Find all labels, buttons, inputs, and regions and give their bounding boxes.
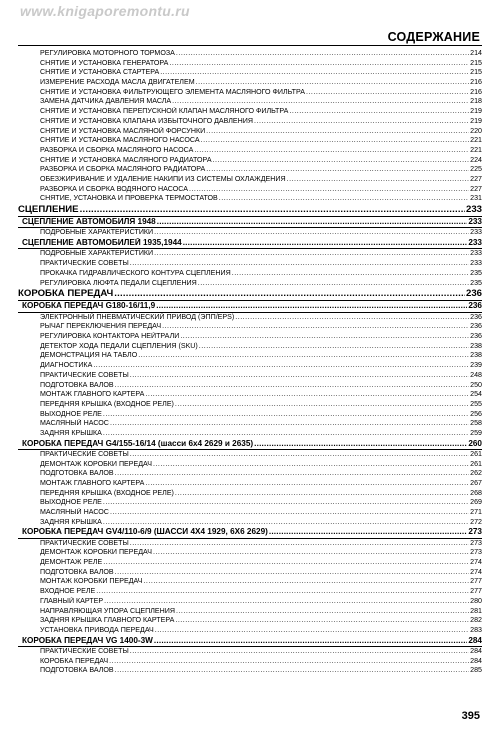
- toc-entry: [18, 489, 482, 499]
- toc-dot-leader: [104, 597, 469, 607]
- toc-entry-title: КОРОБКА ПЕРЕДАЧ GV4/110-6/9 (ШАССИ 4X4 1929, 6X6 2629): [22, 527, 268, 537]
- toc-dot-leader: [180, 332, 469, 342]
- toc-entry-page: 233: [465, 204, 482, 215]
- toc-entry-page: 215: [470, 58, 482, 67]
- toc-entry-page: 225: [470, 165, 482, 174]
- toc-entry-title: КОРОБКА ПЕРЕДАЧ G4/155-16/14 (шасси 6x4 2629 и 2635): [22, 438, 254, 448]
- toc-entry-page: 269: [470, 498, 482, 507]
- toc-entry: [18, 156, 482, 166]
- toc-entry: [18, 381, 482, 391]
- toc-entry-page: 220: [470, 126, 482, 135]
- toc-entry-title: ПРОКАЧКА ГИДРАВЛИЧЕСКОГО КОНТУРА СЦЕПЛЕНИЯ: [40, 268, 231, 277]
- toc-entry-title: ПРАКТИЧЕСКИЕ СОВЕТЫ: [40, 449, 129, 458]
- toc-dot-leader: [175, 616, 469, 626]
- header-divider: [18, 45, 482, 46]
- toc-entry: [18, 666, 482, 676]
- toc-entry-page: 272: [470, 517, 482, 526]
- toc-entry-title: СНЯТИЕ, УСТАНОВКА И ПРОВЕРКА ТЕРМОСТАТОВ: [40, 194, 218, 203]
- toc-entry: [18, 59, 482, 69]
- toc-dot-leader: [219, 194, 469, 204]
- toc-entry: [18, 342, 482, 352]
- toc-dot-leader: [154, 636, 467, 646]
- toc-dot-leader: [103, 429, 469, 439]
- toc-entry-page: 267: [470, 479, 482, 487]
- toc-dot-leader: [206, 127, 469, 137]
- toc-entry: [18, 626, 482, 636]
- toc-entry: [18, 577, 482, 587]
- toc-entry: [18, 228, 482, 238]
- toc-entry-page: 216: [470, 78, 482, 87]
- toc-entry-page: 219: [470, 107, 482, 116]
- toc-dot-leader: [115, 469, 470, 479]
- toc-entry-title: УСТАНОВКА ПРИВОДА ПЕРЕДАЧ: [40, 625, 154, 634]
- toc-entry-title: ДИАГНОСТИКА: [40, 361, 93, 370]
- toc-entry: [18, 597, 482, 607]
- toc-section: [18, 301, 482, 311]
- toc-dot-leader: [235, 313, 469, 323]
- toc-dot-leader: [199, 342, 469, 352]
- toc-entry-page: 214: [470, 49, 482, 57]
- toc-entry: [18, 361, 482, 371]
- toc-entry-title: ДЕМОНТАЖ РЕЛЕ: [40, 558, 103, 567]
- toc-entry-page: 236: [470, 312, 482, 321]
- toc-entry-title: ПОДГОТОВКА ВАЛОВ: [40, 380, 114, 389]
- toc-entry-page: 239: [470, 361, 482, 370]
- toc-entry: [18, 322, 482, 332]
- toc-dot-leader: [115, 568, 470, 578]
- toc-entry-page: 233: [470, 228, 482, 237]
- toc-entry-page: 271: [470, 508, 482, 517]
- toc-dot-leader: [213, 156, 470, 166]
- toc-dot-leader: [198, 279, 469, 289]
- toc-entry-title: СНЯТИЕ И УСТАНОВКА МАСЛЯНОГО НАСОСА: [40, 136, 200, 145]
- toc-entry: [18, 587, 482, 597]
- toc-dot-leader: [103, 498, 469, 508]
- toc-entry: [18, 400, 482, 410]
- toc-dot-leader: [153, 548, 469, 558]
- site-watermark: www.knigaporemontu.ru: [20, 3, 190, 19]
- toc-entry-title: МОНТАЖ ГЛАВНОГО КАРТЕРА: [40, 479, 145, 487]
- toc-dot-leader: [130, 371, 469, 381]
- toc-dot-leader: [110, 508, 469, 518]
- toc-entry-page: 284: [470, 656, 482, 665]
- toc-dot-leader: [143, 577, 469, 587]
- toc-dot-leader: [183, 238, 468, 248]
- toc-dot-leader: [145, 479, 469, 489]
- toc-chapter: [18, 204, 482, 216]
- toc-dot-leader: [130, 259, 469, 269]
- toc-entry-title: ЭЛЕКТРОННЫЙ ПНЕВМАТИЧЕСКИЙ ПРИВОД (ЭПП/EPS): [40, 312, 235, 321]
- toc-entry-page: 273: [470, 538, 482, 547]
- toc-entry-page: 284: [468, 635, 482, 645]
- toc-entry-page: 281: [470, 606, 482, 615]
- toc-entry-title: СНЯТИЕ И УСТАНОВКА МАСЛЯНОГО РАДИАТОРА: [40, 155, 212, 164]
- toc-entry-title: МАСЛЯНЫЙ НАСОС: [40, 419, 109, 428]
- toc-entry-page: 236: [470, 332, 482, 341]
- toc-entry-page: 274: [470, 567, 482, 576]
- page-title: СОДЕРЖАНИЕ: [387, 30, 480, 44]
- page-number: 395: [461, 710, 480, 722]
- toc-entry: [18, 518, 482, 528]
- toc-entry-page: 235: [470, 268, 482, 277]
- toc-dot-leader: [145, 390, 469, 400]
- toc-entry-title: ПРАКТИЧЕСКИЕ СОВЕТЫ: [40, 646, 129, 655]
- toc-chapter: [18, 288, 482, 300]
- toc-entry-title: РАЗБОРКА И СБОРКА МАСЛЯНОГО РАДИАТОРА: [40, 165, 206, 174]
- toc-dot-leader: [138, 351, 469, 361]
- toc-entry-title: ВЫХОДНОЕ РЕЛЕ: [40, 498, 102, 507]
- toc-entry: [18, 429, 482, 439]
- toc-entry-page: 236: [470, 322, 482, 331]
- toc-entry-title: ПОДГОТОВКА ВАЛОВ: [40, 666, 114, 675]
- toc-dot-leader: [176, 49, 469, 59]
- toc-entry-title: ДЕМОНТАЖ КОРОБКИ ПЕРЕДАЧ: [40, 548, 152, 557]
- toc-dot-leader: [287, 175, 470, 185]
- toc-entry-page: 238: [470, 351, 482, 360]
- toc-entry-page: 236: [465, 288, 482, 300]
- toc-dot-leader: [110, 419, 469, 429]
- toc-entry: [18, 313, 482, 323]
- toc-entry: [18, 259, 482, 269]
- toc-entry-page: 221: [470, 145, 482, 154]
- toc-entry-page: 277: [470, 587, 482, 596]
- toc-entry: [18, 469, 482, 479]
- toc-entry-title: МОНТАЖ КОРОБКИ ПЕРЕДАЧ: [40, 577, 143, 586]
- toc-entry: [18, 165, 482, 175]
- toc-entry: [18, 390, 482, 400]
- toc-entry-page: 256: [470, 409, 482, 418]
- toc-entry-page: 238: [470, 341, 482, 350]
- toc-entry-title: РАЗБОРКА И СБОРКА МАСЛЯНОГО НАСОСА: [40, 145, 194, 154]
- toc-entry-page: 218: [470, 97, 482, 106]
- toc-entry-title: ДЕМОНСТРАЦИЯ НА ТАБЛО: [40, 351, 138, 360]
- toc-entry: [18, 410, 482, 420]
- toc-entry: [18, 78, 482, 88]
- toc-entry-page: 283: [470, 625, 482, 634]
- toc-dot-leader: [103, 558, 469, 568]
- toc-entry-page: 259: [470, 428, 482, 437]
- toc-entry-title: СНЯТИЕ И УСТАНОВКА МАСЛЯНОЙ ФОРСУНКИ: [40, 126, 206, 135]
- toc-entry-page: 260: [468, 438, 482, 448]
- toc-entry-page: 261: [470, 449, 482, 458]
- toc-entry-page: 233: [470, 259, 482, 268]
- toc-entry-title: РЕГУЛИРОВКА КОНТАКТОРА НЕЙТРАЛИ: [40, 332, 180, 341]
- toc-entry-title: ВХОДНОЕ РЕЛЕ: [40, 587, 96, 596]
- toc-entry-page: 248: [470, 370, 482, 379]
- toc-entry-title: ОБЕЗЖИРИВАНИЕ И УДАЛЕНИЕ НАКИПИ ИЗ СИСТЕМЫ ОХЛАЖДЕНИЯ: [40, 174, 286, 183]
- toc-dot-leader: [103, 410, 469, 420]
- toc-entry: [18, 97, 482, 107]
- toc-entry: [18, 568, 482, 578]
- toc-entry-title: КОРОБКА ПЕРЕДАЧ VG 1400-3W: [22, 635, 153, 645]
- toc-dot-leader: [169, 59, 469, 69]
- toc-entry-page: 273: [470, 548, 482, 557]
- toc-dot-leader: [175, 400, 469, 410]
- toc-dot-leader: [254, 117, 469, 127]
- toc-dot-leader: [157, 217, 468, 227]
- toc-entry: [18, 508, 482, 518]
- toc-dot-leader: [156, 301, 467, 311]
- toc-entry: [18, 460, 482, 470]
- toc-entry-title: МАСЛЯНЫЙ НАСОС: [40, 508, 109, 517]
- toc-entry-page: 280: [470, 596, 482, 605]
- toc-entry: [18, 249, 482, 259]
- toc-dot-leader: [172, 97, 469, 107]
- toc-entry-page: 221: [470, 136, 482, 145]
- toc-entry-title: НАПРАВЛЯЮЩАЯ УПОРА СЦЕПЛЕНИЯ: [40, 606, 175, 615]
- toc-entry-page: 233: [470, 249, 482, 258]
- toc-dot-leader: [162, 322, 469, 332]
- toc-entry-title: ПРАКТИЧЕСКИЕ СОВЕТЫ: [40, 370, 129, 379]
- toc-entry-page: 231: [470, 194, 482, 203]
- toc-entry-title: КОРОБКА ПЕРЕДАЧ: [18, 288, 114, 300]
- toc-entry-title: СЦЕПЛЕНИЕ: [18, 204, 79, 215]
- toc-entry: [18, 269, 482, 279]
- toc-entry-page: 233: [468, 238, 482, 248]
- toc-entry-page: 216: [470, 87, 482, 96]
- toc-entry-title: ЗАМЕНА ДАТЧИКА ДАВЛЕНИЯ МАСЛА: [40, 97, 172, 106]
- toc-section: [18, 527, 482, 537]
- toc-entry: [18, 371, 482, 381]
- toc-entry-title: ПРАКТИЧЕСКИЕ СОВЕТЫ: [40, 538, 129, 547]
- toc-entry: [18, 49, 482, 59]
- toc-dot-leader: [160, 68, 469, 78]
- toc-entry-page: 273: [468, 527, 482, 537]
- toc-dot-leader: [114, 288, 465, 300]
- toc-entry: [18, 175, 482, 185]
- table-of-contents: [18, 49, 482, 676]
- toc-entry-title: ПОДРОБНЫЕ ХАРАКТЕРИСТИКИ: [40, 228, 154, 237]
- toc-dot-leader: [109, 657, 469, 667]
- toc-entry-title: СНЯТИЕ И УСТАНОВКА ПЕРЕПУСКНОЙ КЛАПАН МАСЛЯНОГО ФИЛЬТРА: [40, 107, 289, 116]
- toc-entry-title: КОРОБКА ПЕРЕДАЧ: [40, 656, 109, 665]
- toc-entry-page: 255: [470, 399, 482, 408]
- toc-dot-leader: [153, 460, 469, 470]
- toc-entry: [18, 194, 482, 204]
- toc-entry: [18, 332, 482, 342]
- toc-entry-title: СНЯТИЕ И УСТАНОВКА СТАРТЕРА: [40, 68, 160, 77]
- toc-dot-leader: [306, 88, 469, 98]
- toc-dot-leader: [154, 249, 469, 259]
- toc-entry: [18, 450, 482, 460]
- toc-dot-leader: [130, 647, 469, 657]
- toc-entry: [18, 419, 482, 429]
- toc-entry: [18, 479, 482, 489]
- toc-dot-leader: [176, 607, 469, 617]
- toc-entry: [18, 607, 482, 617]
- toc-entry-page: 250: [470, 380, 482, 389]
- toc-section: [18, 217, 482, 227]
- toc-entry: [18, 88, 482, 98]
- toc-dot-leader: [175, 489, 469, 499]
- toc-entry-page: 285: [470, 666, 482, 675]
- toc-entry: [18, 185, 482, 195]
- toc-entry-title: МОНТАЖ ГЛАВНОГО КАРТЕРА: [40, 390, 145, 399]
- toc-dot-leader: [154, 228, 469, 238]
- toc-entry-title: ПОДРОБНЫЕ ХАРАКТЕРИСТИКИ: [40, 249, 154, 258]
- toc-entry-page: 236: [468, 301, 482, 311]
- toc-entry-title: РЕГУЛИРОВКА ЛЮФТА ПЕДАЛИ СЦЕПЛЕНИЯ: [40, 278, 197, 287]
- toc-entry: [18, 127, 482, 137]
- toc-entry-page: 224: [470, 155, 482, 164]
- toc-entry-page: 274: [470, 558, 482, 567]
- toc-entry-title: ВЫХОДНОЕ РЕЛЕ: [40, 409, 102, 418]
- toc-dot-leader: [206, 165, 469, 175]
- toc-dot-leader: [80, 204, 465, 216]
- toc-entry-title: ГЛАВНЫЙ КАРТЕР: [40, 596, 104, 605]
- toc-entry: [18, 498, 482, 508]
- toc-entry-title: ЗАДНЯЯ КРЫШКА ГЛАВНОГО КАРТЕРА: [40, 616, 175, 625]
- toc-section: [18, 238, 482, 248]
- toc-dot-leader: [155, 626, 469, 636]
- toc-entry-page: 262: [470, 469, 482, 478]
- toc-entry: [18, 107, 482, 117]
- toc-entry-page: 227: [470, 174, 482, 183]
- toc-entry-page: 215: [470, 68, 482, 77]
- toc-entry-page: 282: [470, 616, 482, 625]
- toc-entry-page: 235: [470, 278, 482, 287]
- toc-entry-title: ПЕРЕДНЯЯ КРЫШКА (ВХОДНОЕ РЕЛЕ): [40, 488, 174, 497]
- toc-entry-page: 258: [470, 419, 482, 428]
- toc-entry: [18, 616, 482, 626]
- toc-entry-title: ДЕТЕКТОР ХОДА ПЕДАЛИ СЦЕПЛЕНИЯ (SKU): [40, 341, 198, 350]
- toc-section: [18, 636, 482, 646]
- toc-entry: [18, 279, 482, 289]
- toc-entry-title: СНЯТИЕ И УСТАНОВКА ФИЛЬТРУЮЩЕГО ЭЛЕМЕНТА МАСЛЯНОГО ФИЛЬТРА: [40, 87, 305, 96]
- toc-dot-leader: [115, 666, 470, 676]
- toc-entry: [18, 647, 482, 657]
- toc-entry-page: 233: [468, 217, 482, 227]
- toc-dot-leader: [103, 518, 469, 528]
- toc-entry: [18, 117, 482, 127]
- toc-entry-page: 268: [470, 488, 482, 497]
- toc-entry: [18, 146, 482, 156]
- toc-dot-leader: [96, 587, 469, 597]
- toc-dot-leader: [93, 361, 469, 371]
- toc-entry-title: ДЕМОНТАЖ КОРОБКИ ПЕРЕДАЧ: [40, 459, 152, 468]
- toc-entry-title: СНЯТИЕ И УСТАНОВКА КЛАПАНА ИЗБЫТОЧНОГО ДАВЛЕНИЯ: [40, 116, 254, 125]
- toc-entry-page: 227: [470, 184, 482, 193]
- toc-entry-page: 261: [470, 459, 482, 468]
- toc-entry: [18, 136, 482, 146]
- toc-entry-title: РЫЧАГ ПЕРЕКЛЮЧЕНИЯ ПЕРЕДАЧ: [40, 322, 162, 331]
- toc-entry-page: 254: [470, 390, 482, 399]
- toc-entry-title: ПОДГОТОВКА ВАЛОВ: [40, 567, 114, 576]
- toc-entry-page: 284: [470, 646, 482, 655]
- toc-entry-title: СЦЕПЛЕНИЕ АВТОМОБИЛЕЙ 1935,1944: [22, 238, 182, 248]
- toc-entry: [18, 657, 482, 667]
- toc-dot-leader: [194, 146, 469, 156]
- toc-entry-title: ЗАДНЯЯ КРЫШКА: [40, 517, 102, 526]
- toc-entry: [18, 539, 482, 549]
- toc-entry-title: ПЕРЕДНЯЯ КРЫШКА (ВХОДНОЕ РЕЛЕ): [40, 399, 174, 408]
- toc-dot-leader: [130, 450, 469, 460]
- toc-dot-leader: [232, 269, 469, 279]
- toc-entry-title: ИЗМЕРЕНИЕ РАСХОДА МАСЛА ДВИГАТЕЛЕМ: [40, 78, 195, 87]
- toc-dot-leader: [269, 527, 467, 537]
- toc-dot-leader: [201, 136, 470, 146]
- toc-dot-leader: [289, 107, 469, 117]
- toc-entry-title: ЗАДНЯЯ КРЫШКА: [40, 428, 102, 437]
- toc-entry: [18, 68, 482, 78]
- toc-entry: [18, 351, 482, 361]
- toc-dot-leader: [254, 439, 467, 449]
- toc-entry-title: КОРОБКА ПЕРЕДАЧ G180-16/11,9: [22, 301, 156, 311]
- toc-entry-page: 277: [470, 577, 482, 586]
- toc-entry-title: РЕГУЛИРОВКА МОТОРНОГО ТОРМОЗА: [40, 49, 175, 57]
- toc-section: [18, 439, 482, 449]
- toc-entry-title: СНЯТИЕ И УСТАНОВКА ГЕНЕРАТОРА: [40, 58, 169, 67]
- toc-entry-title: ПРАКТИЧЕСКИЕ СОВЕТЫ: [40, 259, 129, 268]
- toc-entry: [18, 548, 482, 558]
- toc-dot-leader: [115, 381, 470, 391]
- toc-entry-title: СЦЕПЛЕНИЕ АВТОМОБИЛЯ 1948: [22, 217, 156, 227]
- toc-entry-page: 219: [470, 116, 482, 125]
- toc-dot-leader: [189, 185, 469, 195]
- toc-dot-leader: [130, 539, 469, 549]
- toc-entry-title: ПОДГОТОВКА ВАЛОВ: [40, 469, 114, 478]
- toc-dot-leader: [196, 78, 470, 88]
- toc-entry-title: РАЗБОРКА И СБОРКА ВОДЯНОГО НАСОСА: [40, 184, 188, 193]
- toc-entry: [18, 558, 482, 568]
